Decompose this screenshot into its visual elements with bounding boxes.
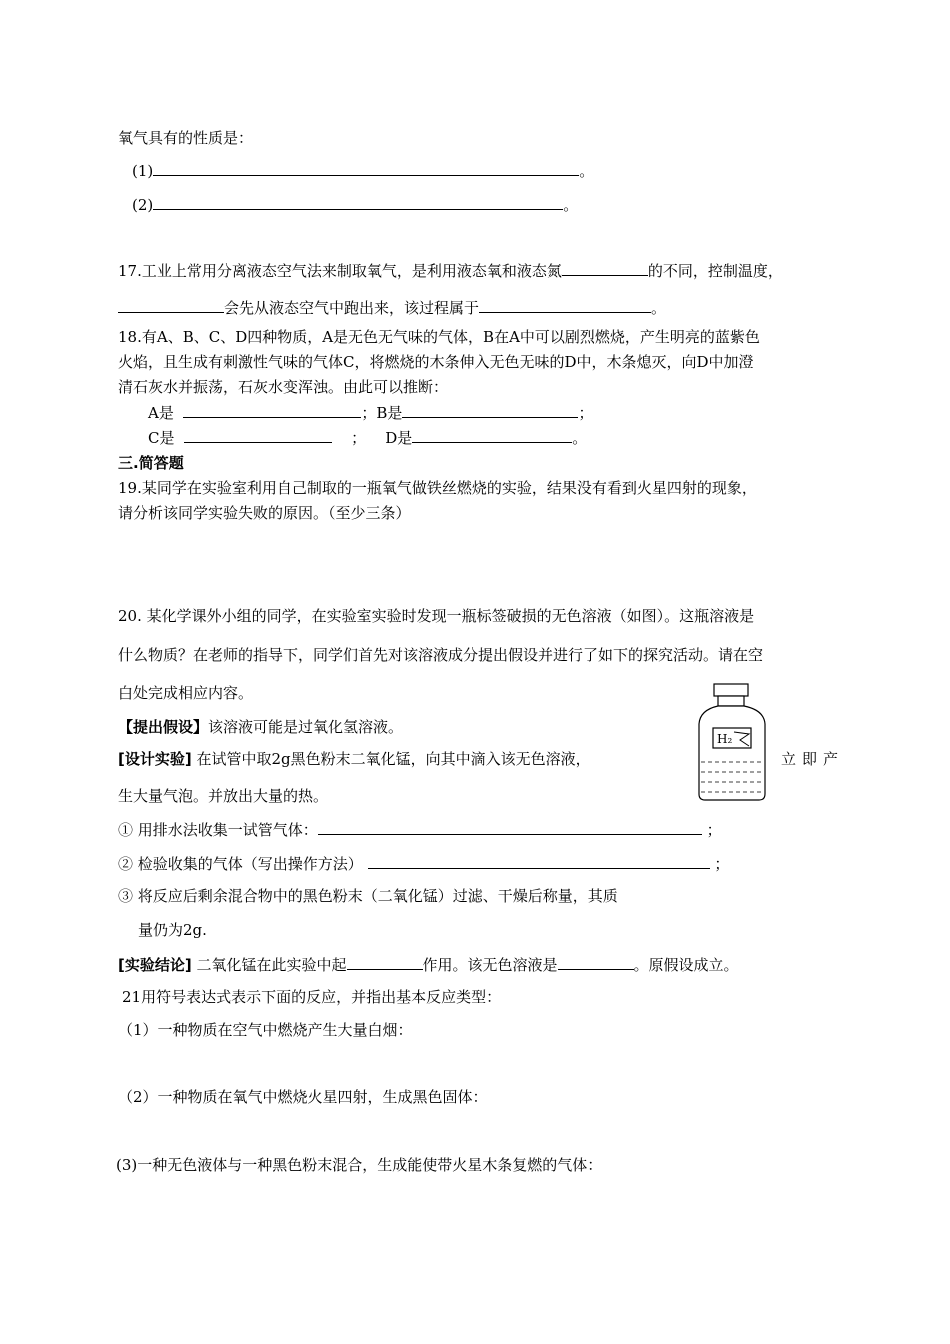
answer-blank[interactable] [347,955,423,970]
q17-text: 17.工业上常用分离液态空气法来制取氧气，是利用液态氧和液态氮 [118,262,562,280]
separator: ； [361,404,377,422]
separator: ； [351,429,367,447]
conclusion-line [118,955,739,975]
answer-label: C是 [148,429,175,447]
step-1-end: ； [706,821,722,839]
question-20-line-3: 白处完成相应内容。 [118,684,254,702]
answer-blank[interactable] [558,955,634,970]
item-number: (1) [132,162,154,180]
design-tail: 立即产 [781,750,845,768]
conclusion-text: 作用。该无色溶液是 [422,956,558,974]
step-2-end: ； [714,855,730,873]
q17-text: 的不同，控制温度， [647,262,783,280]
step-2-line [118,854,729,874]
design-experiment-line [118,749,591,769]
hypothesis-tag: 【提出假设】 [118,718,209,736]
step-1-text: ① 用排水法收集一试管气体： [118,821,318,839]
step-1-line [118,820,722,840]
item-end: 。 [563,196,579,214]
design-tag: [设计实验] [118,750,192,768]
answer-blank[interactable] [184,428,332,443]
step-3-line-2: 量仍为2g. [138,921,207,939]
answer-label: D是 [385,429,413,447]
question-21-item-1: （1）一种物质在空气中燃烧产生大量白烟： [118,1021,413,1039]
bottle-stopper [714,684,748,696]
answer-blank[interactable] [153,195,563,210]
answer-blank[interactable] [479,298,651,313]
reagent-bottle-figure [696,682,768,804]
question-19-line-1: 19.某同学在实验室利用自己制取的一瓶氧气做铁丝燃烧的实验，结果没有看到火星四射的现象， [118,479,757,497]
bottle-neck [718,696,744,706]
question-18-line-2: 火焰，且生成有刺激性气味的气体C，将燃烧的木条伸入无色无味的D中，木条熄灭，向D中加澄 [118,353,754,371]
question-21-title: 21用符号表达式表示下面的反应，并指出基本反应类型： [122,988,502,1006]
oxygen-property-2 [132,195,578,215]
q17-text: 。 [651,299,667,317]
section-title: 三.简答题 [118,454,184,472]
answer-label: B是 [376,404,403,422]
question-21-item-2: （2）一种物质在氧气中燃烧火星四射，生成黑色固体： [118,1088,488,1106]
bottle-body [699,706,765,800]
question-18-answers-ab [148,403,593,423]
question-21-item-3: (3)一种无色液体与一种黑色粉末混合，生成能使带火星木条复燃的气体： [116,1156,603,1174]
item-end: 。 [579,162,595,180]
oxygen-property-1 [132,161,594,181]
design-text: 在试管中取2g黑色粉末二氧化锰，向其中滴入该无色溶液， [191,750,591,768]
question-18-line-3: 清石灰水并振荡，石灰水变浑浊。由此可以推断： [118,378,449,396]
conclusion-text: 二氧化锰在此实验中起 [196,956,347,974]
item-number: (2) [132,196,154,214]
answer-blank[interactable] [183,403,361,418]
conclusion-tag: [实验结论] [118,956,192,974]
question-20-line-2: 什么物质？在老师的指导下，同学们首先对该溶液成分提出假设并进行了如下的探究活动。请在空 [118,646,764,664]
answer-blank[interactable] [368,854,710,869]
question-18-answers-cd [148,428,587,448]
q17-text: 会先从液态空气中跑出来，该过程属于 [224,299,480,317]
hypothesis-text: 该溶液可能是过氧化氢溶液。 [208,718,404,736]
question-19-line-2: 请分析该同学实验失败的原因。（至少三条） [118,504,411,522]
question-17-line-1 [118,261,783,281]
question-18-line-1: 18.有A、B、C、D四种物质，A是无色无气味的气体，B在A中可以剧烈燃烧，产生明亮的蓝紫色 [118,328,760,346]
answer-blank[interactable] [412,428,572,443]
question-17-line-2 [118,298,666,318]
hypothesis-line [118,717,403,737]
bottle-label-text: H₂ [717,732,733,746]
separator: ； [578,404,594,422]
step-2-text: ② 检验收集的气体（写出操作方法） [118,855,363,873]
answer-blank[interactable] [118,298,224,313]
conclusion-text: 。原假设成立。 [633,956,739,974]
separator: 。 [572,429,588,447]
answer-blank[interactable] [318,820,702,835]
answer-label: A是 [148,404,174,422]
answer-blank[interactable] [153,161,579,176]
question-20-line-1: 20. 某化学课外小组的同学，在实验室实验时发现一瓶标签破损的无色溶液（如图）。这瓶溶液是 [118,607,755,625]
answer-blank[interactable] [562,261,648,276]
design-line-2: 生大量气泡。并放出大量的热。 [118,787,329,805]
answer-blank[interactable] [402,403,578,418]
oxygen-properties-heading: 氧气具有的性质是： [118,129,254,147]
step-3-line-1: ③ 将反应后剩余混合物中的黑色粉末（二氧化锰）过滤、干燥后称量，其质 [118,887,618,905]
